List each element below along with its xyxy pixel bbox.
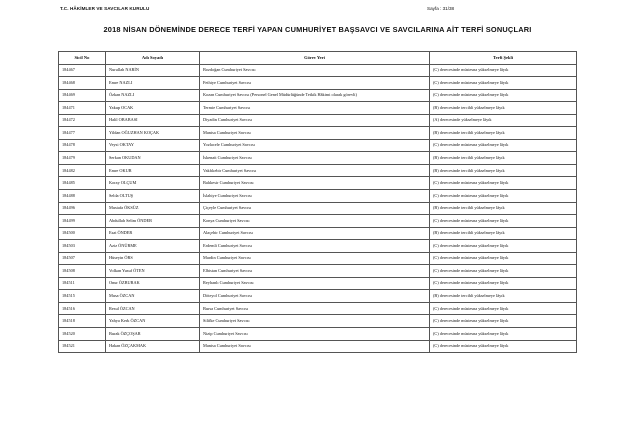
table-row [59,64,577,77]
table-row [59,265,577,278]
cell-sicil: 184469 [59,89,106,102]
table-row [59,290,577,303]
cell-name: Emre NAZLI [106,77,200,90]
cell-duty-location: Manisa Cumhuriyet Savcısı [200,340,430,353]
cell-duty-location: Nizip Cumhuriyet Savcısı [200,328,430,341]
table-row [59,152,577,165]
table-row [59,114,577,127]
cell-name: Özkan NAZLI [106,89,200,102]
column-header-sicil: Sicil No [59,52,106,65]
table-row [59,190,577,203]
table-row [59,215,577,228]
cell-sicil: 184508 [59,265,106,278]
cell-name: Koray OLÇUM [106,177,200,190]
cell-duty-location: Silifke Cumhuriyet Savcısı [200,315,430,328]
cell-sicil: 184511 [59,277,106,290]
cell-promotion-type: (C) derecesinde müstesna yükselmeye lâyık [430,89,577,102]
cell-sicil: 184503 [59,240,106,253]
cell-promotion-type: (C) derecesinde müstesna yükselmeye lâyık [430,277,577,290]
cell-name: Veysi OKTAY [106,139,200,152]
cell-promotion-type: (C) derecesinde müstesna yükselmeye lâyık [430,328,577,341]
table-row [59,202,577,215]
cell-sicil: 184488 [59,190,106,203]
cell-duty-location: Çiçeyle Cumhuriyet Savcısı [200,202,430,215]
page-label: Sayfa : [427,6,442,11]
cell-sicil: 184471 [59,102,106,115]
cell-name: Burak ÖZÇOŞAR [106,328,200,341]
page-value: 31/38 [442,6,455,11]
table-body [59,64,577,353]
cell-promotion-type: (B) derecesinde tercihli yükselmeye lâyık [430,202,577,215]
cell-name: Yakup OCAK [106,102,200,115]
cell-duty-location: Elbistan Cumhuriyet Savcısı [200,265,430,278]
document-title: 2018 NİSAN DÖNEMİNDE DERECE TERFİ YAPAN CUMHURİYET BAŞSAVCI VE SAVCILARINA AİT TERFİ SONUÇLARI [103,25,532,34]
cell-name: Esat ÖNDER [106,227,200,240]
cell-sicil: 184499 [59,215,106,228]
cell-duty-location: Erdemli Cumhuriyet Savcısı [200,240,430,253]
cell-name: Volkan Yusuf ÖTEN [106,265,200,278]
promotion-results-table [58,51,577,353]
table-row [59,177,577,190]
cell-promotion-type: (C) derecesinde müstesna yükselmeye lâyık [430,302,577,315]
cell-promotion-type: (B) derecesinde tercihli yükselmeye lâyık [430,102,577,115]
cell-duty-location: Reyhanlı Cumhuriyet Savcısı [200,277,430,290]
cell-name: Halil OBABASI [106,114,200,127]
table-row [59,328,577,341]
cell-name: Yahya Kerk ÖZCAN [106,315,200,328]
table-row [59,340,577,353]
cell-sicil: 184485 [59,177,106,190]
cell-name: Hüseyin ÖRS [106,252,200,265]
cell-sicil: 184500 [59,227,106,240]
cell-name: Emre OKUR [106,164,200,177]
cell-duty-location: Döteyol Cumhuriyet Savcısı [200,290,430,303]
cell-duty-location: Bozdoğan Cumhuriyet Savcısı [200,64,430,77]
cell-promotion-type: (C) derecesinde müstesna yükselmeye lâyık [430,215,577,228]
cell-name: Yildan OĞUZHAN KOÇAK [106,127,200,140]
cell-promotion-type: (C) derecesinde müstesna yükselmeye lâyık [430,139,577,152]
cell-sicil: 184516 [59,302,106,315]
cell-duty-location: Vakfıkebir Cumhuriyet Savcısı [200,164,430,177]
table-row [59,252,577,265]
cell-sicil: 184478 [59,139,106,152]
cell-promotion-type: (C) derecesinde müstesna yükselmeye lâyık [430,265,577,278]
cell-name: Serkan OKUDAN [106,152,200,165]
cell-duty-location: Alaçehir Cumhuriyet Savcısı [200,227,430,240]
cell-promotion-type: (C) derecesinde müstesna yükselmeye lâyık [430,77,577,90]
cell-sicil: 184521 [59,340,106,353]
cell-sicil: 184477 [59,127,106,140]
cell-duty-location: Diyadin Cumhuriyet Savcısı [200,114,430,127]
table-row [59,227,577,240]
cell-duty-location: Fethiye Cumhuriyet Savcısı [200,77,430,90]
cell-duty-location: Yozlacele Cumhuriyet Savcısı [200,139,430,152]
cell-promotion-type: (C) derecesinde müstesna yükselmeye lâyık [430,64,577,77]
cell-sicil: 184482 [59,164,106,177]
cell-promotion-type: (C) derecesinde müstesna yükselmeye lâyık [430,252,577,265]
table-row [59,139,577,152]
cell-sicil: 184472 [59,114,106,127]
column-header-promotion-type: Terfi Şekli [430,52,577,65]
cell-sicil: 184479 [59,152,106,165]
cell-promotion-type: (B) derecesinde tercihli yükselmeye lâyık [430,164,577,177]
cell-promotion-type: (B) derecesinde tercihli yükselmeye lâyık [430,227,577,240]
organization-header: T.C. HÂKİMLER VE SAVCILAR KURULU [60,6,150,11]
cell-promotion-type: (C) derecesinde müstesna yükselmeye lâyık [430,190,577,203]
cell-sicil: 184507 [59,252,106,265]
table-row [59,102,577,115]
cell-sicil: 184468 [59,77,106,90]
cell-duty-location: Balıkesir Cumhuriyet Savcısı [200,177,430,190]
table-row [59,302,577,315]
column-header-name: Adı Soyadı [106,52,200,65]
cell-name: Mustafa ÖKSÜZ [106,202,200,215]
cell-promotion-type: (C) derecesinde müstesna yükselmeye lâyık [430,177,577,190]
cell-promotion-type: (C) derecesinde müstesna yükselmeye lâyık [430,315,577,328]
cell-duty-location: Bursa Cumhuriyet Savcısı [200,302,430,315]
cell-promotion-type: (C) derecesinde müstesna yükselmeye lâyık [430,240,577,253]
table-row [59,127,577,140]
cell-duty-location: İskenait Cumhuriyet Savcısı [200,152,430,165]
table-row [59,77,577,90]
cell-name: Resul ÖZCAN [106,302,200,315]
cell-duty-location: Kozan Cumhuriyet Savcısı (Personel Genel Müdürlüğünde Tetkik Hâkimi olarak görevli) [200,89,430,102]
cell-name: Musa ÖZCAN [106,290,200,303]
cell-duty-location: İslahiye Cumhuriyet Savcısı [200,190,430,203]
cell-name: Nurullah NARİN [106,64,200,77]
table-row [59,277,577,290]
cell-name: Hakan ÖZÇAKMAK [106,340,200,353]
cell-name: Selda OLTUŞ [106,190,200,203]
page-indicator [427,6,454,11]
cell-name: Aziz ÖNÜRME [106,240,200,253]
cell-name: Onur ÖZBURAK [106,277,200,290]
column-header-duty-location: Görev Yeri [200,52,430,65]
table-row [59,89,577,102]
cell-sicil: 184515 [59,290,106,303]
cell-name: Abdullah Selim ÖNDER [106,215,200,228]
cell-promotion-type: (C) derecesinde müstesna yükselmeye lâyık [430,340,577,353]
cell-duty-location: Termie Cumhuriyet Savcısı [200,102,430,115]
cell-sicil: 184496 [59,202,106,215]
cell-sicil: 184520 [59,328,106,341]
cell-promotion-type: (B) derecesinde tercihli yükselmeye lâyık [430,127,577,140]
table-row [59,315,577,328]
table-header-row [59,52,577,65]
table-row [59,240,577,253]
cell-promotion-type: (B) derecesinde tercihli yükselmeye lâyık [430,290,577,303]
cell-duty-location: Konya Cumhuriyet Savcısı [200,215,430,228]
cell-duty-location: Mardin Cumhuriyet Savcısı [200,252,430,265]
cell-duty-location: Manisa Cumhuriyet Savcısı [200,127,430,140]
cell-sicil: 184467 [59,64,106,77]
table-row [59,164,577,177]
cell-promotion-type: (A) derecesinde yükselmeye lâyık [430,114,577,127]
cell-promotion-type: (B) derecesinde tercihli yükselmeye lâyık [430,152,577,165]
cell-sicil: 184518 [59,315,106,328]
